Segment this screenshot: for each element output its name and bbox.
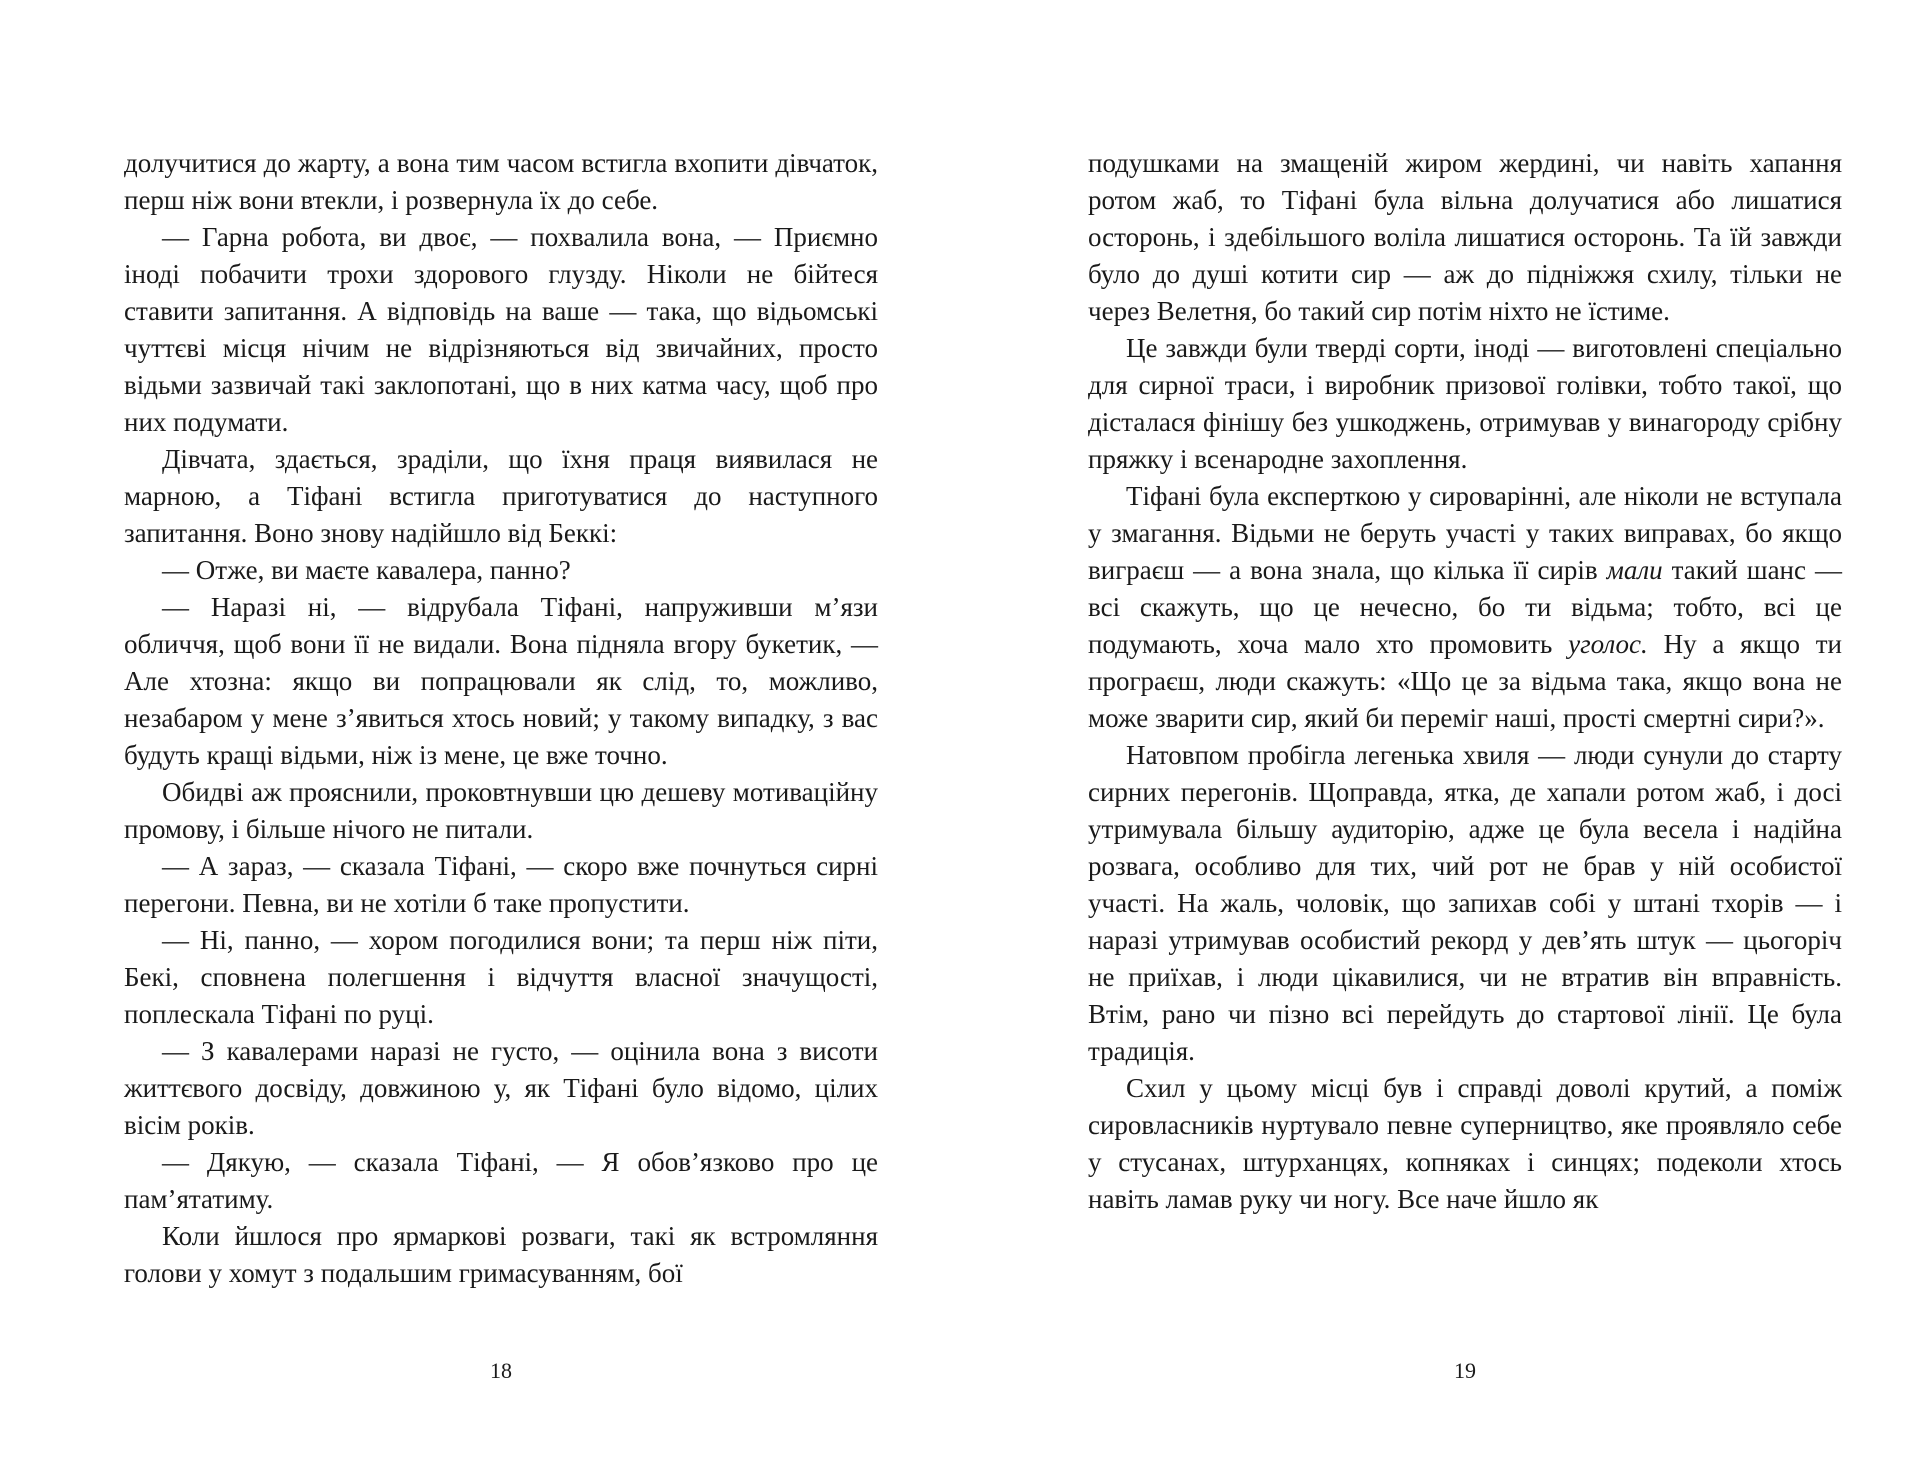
paragraph: долучитися до жарту, а вона тим часом встигла вхопити дівчаток, перш ніж вони втекли, і розвернула їх до себе. (124, 148, 878, 215)
paragraph: — Наразі ні, — відрубала Тіфані, напруживши м’язи обличчя, щоб вони її не видали. Вона підняла вгору букетик, — Але хтозна: якщо ви попрацювали як слід, то, можливо, незабаром у мене з’явиться хтось новий; у такому випадку, з вас будуть кращі відьми, ніж із мене, це вже точно. (124, 592, 878, 770)
italic-word: уголос. (1568, 629, 1648, 659)
page-number-left: 18 (490, 1358, 512, 1383)
paragraph: подушками на змащеній жиром жердині, чи навіть хапання ротом жаб, то Тіфані була вільна долучатися або лишатися осторонь, і здебільшого воліла лишатися осторонь. Та їй завжди було до душі котити сир — аж до підніжжя схилу, тільки не через Велетня, бо такий сир потім ніхто не їстиме. (1088, 148, 1842, 326)
paragraph (1088, 478, 1842, 737)
paragraph: — Дякую, — сказала Тіфані, — Я обов’язково про це пам’ятатиму. (124, 1147, 878, 1214)
paragraph: — З кавалерами наразі не густо, — оцінила вона з висоти життєвого досвіду, довжиною у, як Тіфані було відомо, цілих вісім років. (124, 1036, 878, 1140)
text-segment: такий шанс — всі скажуть, що це нечесно, бо ти відьма; тобто, всі це подумають, хоча мало хто промовить (1088, 555, 1842, 659)
left-page-text-block (124, 145, 878, 1292)
paragraph: — Отже, ви маєте кавалера, панно? (162, 555, 571, 585)
text-segment: Тіфані була експерткою у сироварінні, але ніколи не вступала у змагання. Відьми не беруть участі у таких виправах, бо якщо виграєш — а вона знала, що кілька її сирів (1088, 481, 1842, 585)
italic-word: мали (1606, 555, 1663, 585)
right-page-text-block (1088, 145, 1842, 1218)
paragraph: Це завжди були тверді сорти, іноді — виготовлені спеціально для сирної траси, і виробник призової голівки, тобто такої, що дісталася фінішу без ушкоджень, отримував у винагороду срібну пряжку і всенародне захоплення. (1088, 333, 1842, 474)
page-number-right: 19 (1454, 1358, 1476, 1383)
paragraph: — Ні, панно, — хором погодилися вони; та перш ніж піти, Бекі, сповнена полегшення і відчуття власної значущості, поплескала Тіфані по руці. (124, 925, 878, 1029)
paragraph: Коли йшлося про ярмаркові розваги, такі як встромляння голови у хомут з подальшим гримасуванням, бої (124, 1221, 878, 1288)
paragraph: Натовпом пробігла легенька хвиля — люди сунули до старту сирних перегонів. Щоправда, ятка, де хапали ротом жаб, і досі утримувала більшу аудиторію, адже це була весела і надійна розвага, особливо для тих, чий рот не брав у ній особистої участі. На жаль, чоловік, що запихав собі у штані тхорів — і наразі утримував особистий рекорд у дев’ять штук — цьогоріч не приїхав, і люди цікавилися, чи не втратив він вправність. Втім, рано чи пізно всі перейдуть до стартової лінії. Це була традиція. (1088, 740, 1842, 1066)
text-segment: Ну а якщо ти програєш, люди скажуть: «Що це за відьма така, якщо вона не може зварити сир, який би переміг наші, прості смертні сири?». (1088, 629, 1842, 733)
paragraph: Обидві аж прояснили, проковтнувши цю дешеву мотиваційну промову, і більше нічого не питали. (124, 777, 878, 844)
paragraph: Схил у цьому місці був і справді доволі крутий, а поміж сировласників нуртувало певне суперництво, яке проявляло себе у стусанах, штурханцях, копняках і синцях; подеколи хтось навіть ламав руку чи ногу. Все наче йшло як (1088, 1073, 1842, 1214)
paragraph: — Гарна робота, ви двоє, — похвалила вона, — Приємно іноді побачити трохи здорового глузду. Ніколи не бійтеся ставити запитання. А відповідь на ваше — така, що відьомські чуттєві місця нічим не відрізняються від звичайних, просто відьми зазвичай такі заклопотані, що в них катма часу, щоб про них подумати. (124, 222, 878, 437)
paragraph: — А зараз, — сказала Тіфані, — скоро вже почнуться сирні перегони. Певна, ви не хотіли б таке пропустити. (124, 851, 878, 918)
paragraph: Дівчата, здається, зраділи, що їхня праця виявилася не марною, а Тіфані встигла приготуватися до наступного запитання. Воно знову надійшло від Беккі: (124, 444, 878, 548)
